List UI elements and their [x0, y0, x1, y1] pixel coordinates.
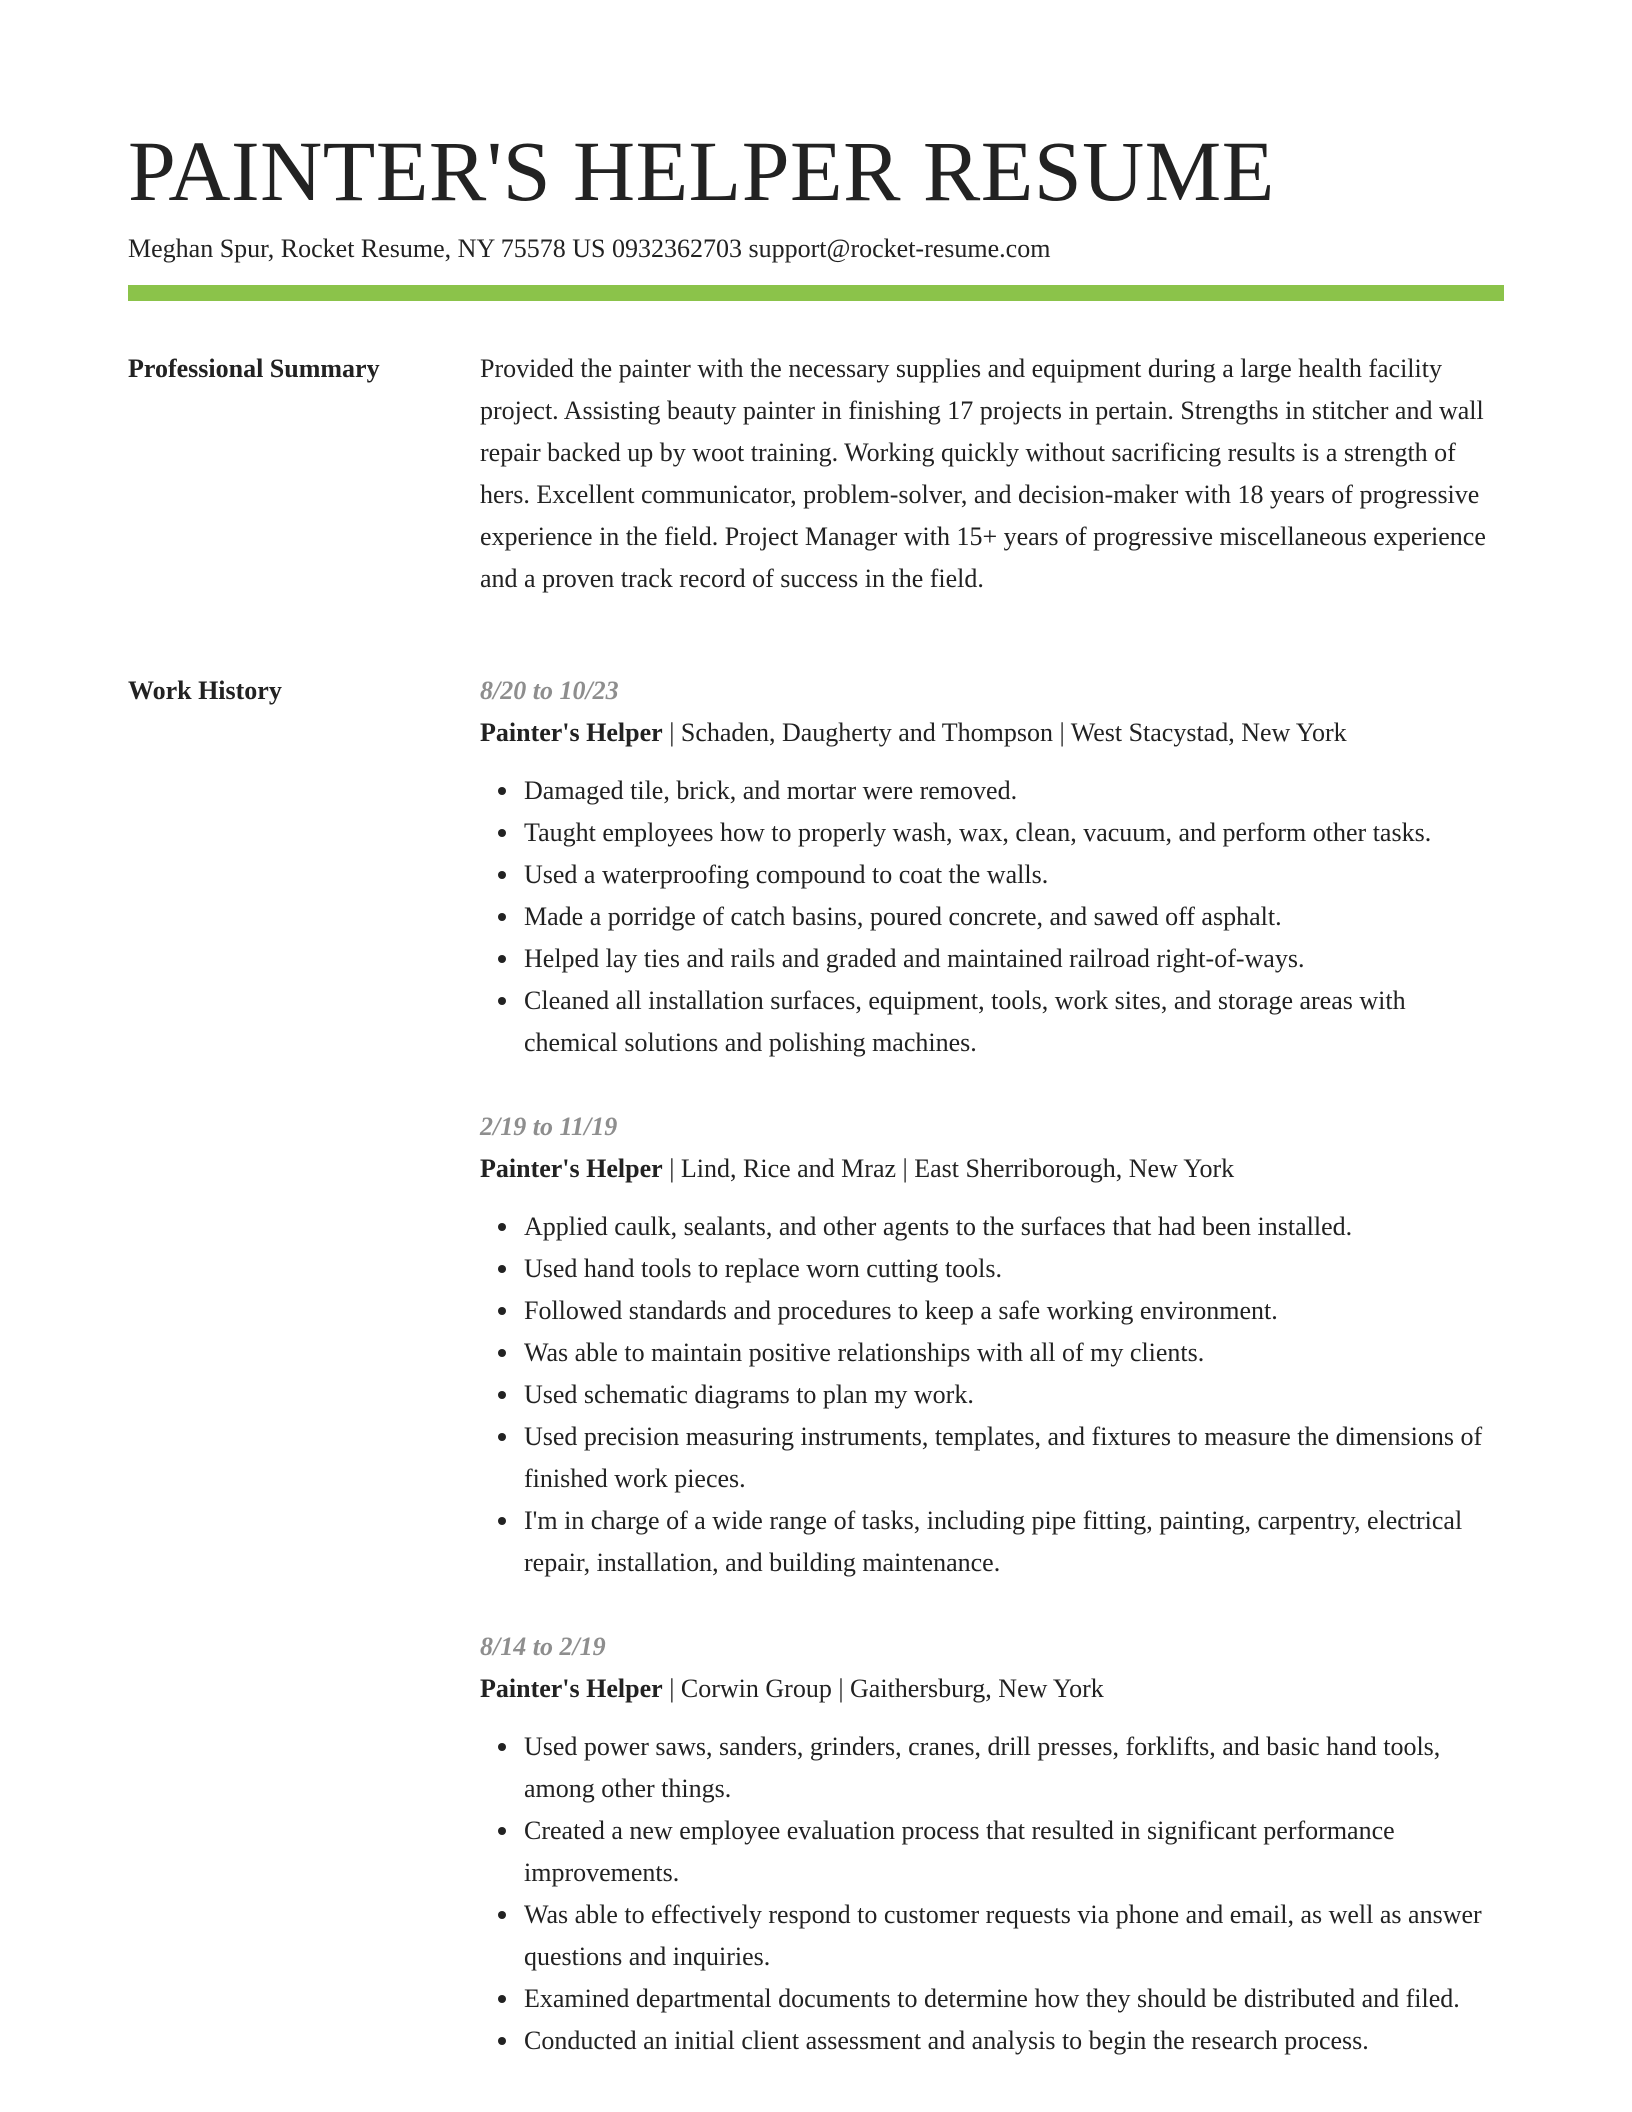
- job-duty: Made a porridge of catch basins, poured concrete, and sawed off asphalt.: [524, 896, 1504, 938]
- job-duty: Conducted an initial client assessment and analysis to begin the research process.: [524, 2020, 1504, 2062]
- job-duty: Cleaned all installation surfaces, equipment, tools, work sites, and storage areas with chemical solutions and polishing machines.: [524, 980, 1504, 1064]
- summary-body: [480, 348, 1504, 600]
- job-entry: [480, 1626, 1504, 2062]
- job-duty: Used precision measuring instruments, templates, and fixtures to measure the dimensions of finished work pieces.: [524, 1416, 1504, 1500]
- job-duties-list: [480, 1726, 1504, 2062]
- job-duty: Was able to maintain positive relationships with all of my clients.: [524, 1332, 1504, 1374]
- job-duty: Used schematic diagrams to plan my work.: [524, 1374, 1504, 1416]
- accent-divider: [128, 285, 1504, 301]
- job-entry: [480, 670, 1504, 1064]
- section-label-summary: Professional Summary: [128, 354, 380, 383]
- job-duty: Used hand tools to replace worn cutting tools.: [524, 1248, 1504, 1290]
- job-duty: Created a new employee evaluation process that resulted in significant performance improvements.: [524, 1810, 1504, 1894]
- job-duty: Used a waterproofing compound to coat the walls.: [524, 854, 1504, 896]
- job-title: Painter's Helper: [480, 1674, 663, 1703]
- job-details: | Schaden, Daugherty and Thompson | West Stacystad, New York: [662, 718, 1347, 747]
- job-heading: [480, 712, 1504, 754]
- job-entry: [480, 1106, 1504, 1584]
- job-duty: I'm in charge of a wide range of tasks, including pipe fitting, painting, carpentry, electrical repair, installation, and building maintenance.: [524, 1500, 1504, 1584]
- section-label-work-history: Work History: [128, 676, 282, 705]
- job-duty: Damaged tile, brick, and mortar were removed.: [524, 770, 1504, 812]
- job-duty: Followed standards and procedures to keep a safe working environment.: [524, 1290, 1504, 1332]
- job-dates: 8/20 to 10/23: [480, 676, 619, 705]
- job-duty: Examined departmental documents to determine how they should be distributed and filed.: [524, 1978, 1504, 2020]
- resume-title: PAINTER'S HELPER RESUME: [128, 123, 1275, 219]
- summary-text: Provided the painter with the necessary supplies and equipment during a large health facility project. Assisting beauty painter in finishing 17 projects in pertain. Strengths in stitcher and wall repair backed up by woot training. Working quickly without sacrificing results is a strength of hers. Excellent communicator, problem-solver, and decision-maker with 18 years of progressive experience in the field. Project Manager with 15+ years of progressive miscellaneous experience and a proven track record of success in the field.: [480, 354, 1486, 593]
- job-duty: Used power saws, sanders, grinders, cranes, drill presses, forklifts, and basic hand tools, among other things.: [524, 1726, 1504, 1810]
- job-heading: [480, 1668, 1504, 1710]
- job-duties-list: [480, 770, 1504, 1064]
- job-title: Painter's Helper: [480, 718, 663, 747]
- contact-info: Meghan Spur, Rocket Resume, NY 75578 US 0932362703 support@rocket-resume.com: [128, 234, 1051, 263]
- job-title: Painter's Helper: [480, 1154, 663, 1183]
- job-duty: Applied caulk, sealants, and other agents to the surfaces that had been installed.: [524, 1206, 1504, 1248]
- job-dates: 2/19 to 11/19: [480, 1112, 618, 1141]
- job-duty: Helped lay ties and rails and graded and maintained railroad right-of-ways.: [524, 938, 1504, 980]
- job-details: | Lind, Rice and Mraz | East Sherriborough, New York: [662, 1154, 1235, 1183]
- job-duty: Was able to effectively respond to customer requests via phone and email, as well as answer questions and inquiries.: [524, 1894, 1504, 1978]
- job-dates: 8/14 to 2/19: [480, 1632, 606, 1661]
- work-history-body: [480, 670, 1504, 2104]
- job-details: | Corwin Group | Gaithersburg, New York: [662, 1674, 1104, 1703]
- job-heading: [480, 1148, 1504, 1190]
- job-duty: Taught employees how to properly wash, wax, clean, vacuum, and perform other tasks.: [524, 812, 1504, 854]
- job-duties-list: [480, 1206, 1504, 1584]
